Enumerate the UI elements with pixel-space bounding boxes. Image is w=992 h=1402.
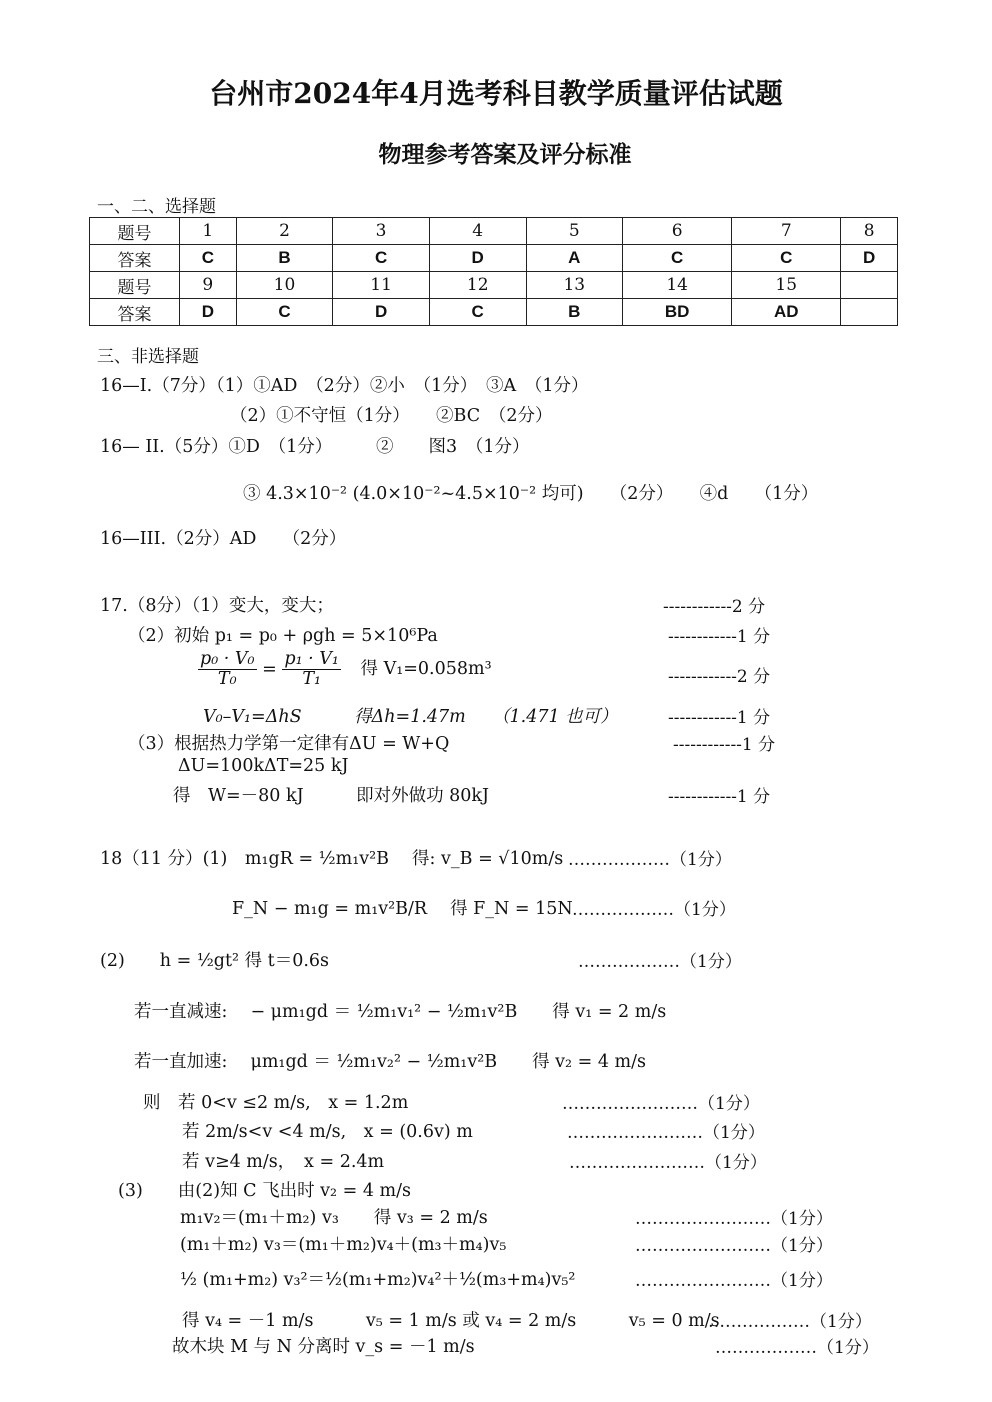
q17-score1: ------------2 分 — [663, 597, 766, 617]
table-cell: 1 — [180, 218, 237, 245]
table-cell: 13 — [526, 272, 623, 299]
row-label-question: 题号 — [90, 272, 180, 299]
q18-line4: 若一直减速: − μm₁gd ＝ ½m₁v₁² − ½m₁v²B 得 v₁ = 2 m/s — [134, 1002, 667, 1022]
row-label-answer: 答案 — [90, 245, 180, 272]
q17-gas-law-result: 得 V₁=0.058m³ — [360, 659, 492, 680]
section-nonchoice-heading: 三、非选择题 — [97, 347, 199, 367]
q18-line13: 得 v₄ = －1 m/s v₅ = 1 m/s 或 v₄ = 2 m/s v₅ = 0 m/s — [182, 1311, 720, 1331]
q18-line10: m₁v₂＝(m₁＋m₂) v₃ 得 v₃ = 2 m/s — [180, 1208, 488, 1228]
q17-score6: ------------1 分 — [668, 787, 771, 807]
table-cell: D — [180, 299, 237, 326]
q16-part3: 16—III.（2分）AD （2分） — [100, 529, 347, 549]
row-label-question: 题号 — [90, 218, 180, 245]
table-cell: C — [623, 245, 732, 272]
table-cell — [841, 299, 898, 326]
q18-line8: 若 v≥4 m/s， x = 2.4m — [182, 1152, 385, 1172]
table-cell: 3 — [333, 218, 430, 245]
q18-score8: ……………………（1分） — [635, 1236, 833, 1256]
table-cell: 8 — [841, 218, 898, 245]
q18-score4: ……………………（1分） — [562, 1094, 760, 1114]
q16-part1-line1: 16—I.（7分）（1）①AD （2分）②小 （1分） ③A （1分） — [100, 376, 589, 396]
q16-part2-line2: ③ 4.3×10⁻² (4.0×10⁻²~4.5×10⁻² 均可) （2分） ④d （1分） — [243, 484, 819, 504]
q17-line4: V₀–V₁=ΔhS 得Δh=1.47m （1.471 也可） — [203, 707, 618, 727]
table-cell — [841, 272, 898, 299]
table-cell: 9 — [180, 272, 237, 299]
q18-line3: (2) h = ½gt² 得 t＝0.6s — [100, 951, 330, 971]
q17-score4: ------------1 分 — [668, 708, 771, 728]
q17-line5: （3）根据热力学第一定律有ΔU = W+Q — [128, 734, 450, 754]
table-cell: B — [236, 245, 333, 272]
section-choice-heading: 一、二、选择题 — [97, 197, 216, 217]
q18-line6: 则 若 0<v ≤2 m/s, x = 1.2m — [143, 1093, 409, 1113]
q18-line9: (3) 由(2)知 C 飞出时 v₂ = 4 m/s — [118, 1181, 412, 1201]
table-cell: 4 — [429, 218, 526, 245]
q17-line1: 17.（8分）（1）变大，变大； — [100, 596, 334, 616]
fraction: $\frac{\text{p₁ · V₁}}{\text{T₁}}$ — [284, 649, 339, 690]
q18-score9: ……………………（1分） — [635, 1271, 833, 1291]
q18-line2: F_N − m₁g = m₁v²B/R 得 F_N = 15N — [232, 899, 573, 919]
table-cell: C — [180, 245, 237, 272]
q17-line7: 得 W=－80 kJ 即对外做功 80kJ — [173, 786, 490, 806]
q18-score1: ………………（1分） — [568, 850, 732, 870]
table-row-question — [90, 218, 898, 245]
q17-score3: ------------2 分 — [668, 667, 771, 687]
q18-score3: ………………（1分） — [578, 952, 742, 972]
table-cell: D — [841, 245, 898, 272]
table-row-answer — [90, 299, 898, 326]
answer-table — [89, 217, 898, 326]
table-cell: C — [236, 299, 333, 326]
q16-part1-line2: （2）①不守恒（1分） ②BC （2分） — [230, 406, 553, 426]
table-cell: 6 — [623, 218, 732, 245]
q18-score2: ………………（1分） — [572, 900, 736, 920]
q18-score7: ……………………（1分） — [635, 1209, 833, 1229]
table-cell: D — [333, 299, 430, 326]
q18-score5: ……………………（1分） — [567, 1123, 765, 1143]
q17-gas-law: $\frac{\text{p₀ · V₀}}{\text{T₀}}$ = $\frac{\text{p₁ · V₁}}{\text{T₁}}$ 得 V₁=0.058m³ — [200, 649, 492, 690]
q18-line12: ½ (m₁+m₂) v₃²＝½(m₁+m₂)v₄²＋½(m₃+m₄)v₅² — [180, 1270, 576, 1290]
row-label-answer: 答案 — [90, 299, 180, 326]
table-cell: 2 — [236, 218, 333, 245]
q16-part2-line1: 16— II.（5分）①D （1分） ② 图3 （1分） — [100, 437, 530, 457]
table-cell: 5 — [526, 218, 623, 245]
table-row-question — [90, 272, 898, 299]
q18-line14: 故木块 M 与 N 分离时 v_s = －1 m/s — [172, 1337, 475, 1357]
table-cell: BD — [623, 299, 732, 326]
q17-line2: （2）初始 p₁ = p₀ + ρgh = 5×10⁶Pa — [128, 626, 438, 646]
table-cell: 14 — [623, 272, 732, 299]
table-cell: C — [732, 245, 841, 272]
table-cell: B — [526, 299, 623, 326]
table-row-answer — [90, 245, 898, 272]
q18-line11: (m₁＋m₂) v₃＝(m₁＋m₂)v₄＋(m₃＋m₄)v₅ — [180, 1235, 507, 1255]
table-cell: C — [333, 245, 430, 272]
q17-line6: ΔU=100kΔT=25 kJ — [178, 756, 349, 776]
q18-line5: 若一直加速: μm₁gd ＝ ½m₁v₂² − ½m₁v²B 得 v₂ = 4 m/s — [134, 1052, 647, 1072]
table-cell: C — [429, 299, 526, 326]
q18-line7: 若 2m/s<v <4 m/s, x = (0.6v) m — [182, 1122, 473, 1142]
table-cell: D — [429, 245, 526, 272]
q17-score5: ------------1 分 — [673, 735, 776, 755]
table-cell: 7 — [732, 218, 841, 245]
fraction: $\frac{\text{p₀ · V₀}}{\text{T₀}}$ — [200, 649, 255, 690]
page-subtitle: 物理参考答案及评分标准 — [378, 141, 632, 168]
table-cell: 10 — [236, 272, 333, 299]
table-cell: 15 — [732, 272, 841, 299]
table-cell: A — [526, 245, 623, 272]
q18-score10: ………………（1分） — [708, 1312, 872, 1332]
q18-line1: 18（11 分）(1) m₁gR = ½m₁v²B 得: v_B = √10m/s — [100, 849, 564, 869]
q18-score11: ………………（1分） — [715, 1338, 879, 1358]
table-cell: AD — [732, 299, 841, 326]
q18-score6: ……………………（1分） — [569, 1153, 767, 1173]
q17-score2: ------------1 分 — [668, 627, 771, 647]
table-cell: 12 — [429, 272, 526, 299]
table-cell: 11 — [333, 272, 430, 299]
page-title: 台州市2024年4月选考科目教学质量评估试题 — [209, 77, 783, 110]
